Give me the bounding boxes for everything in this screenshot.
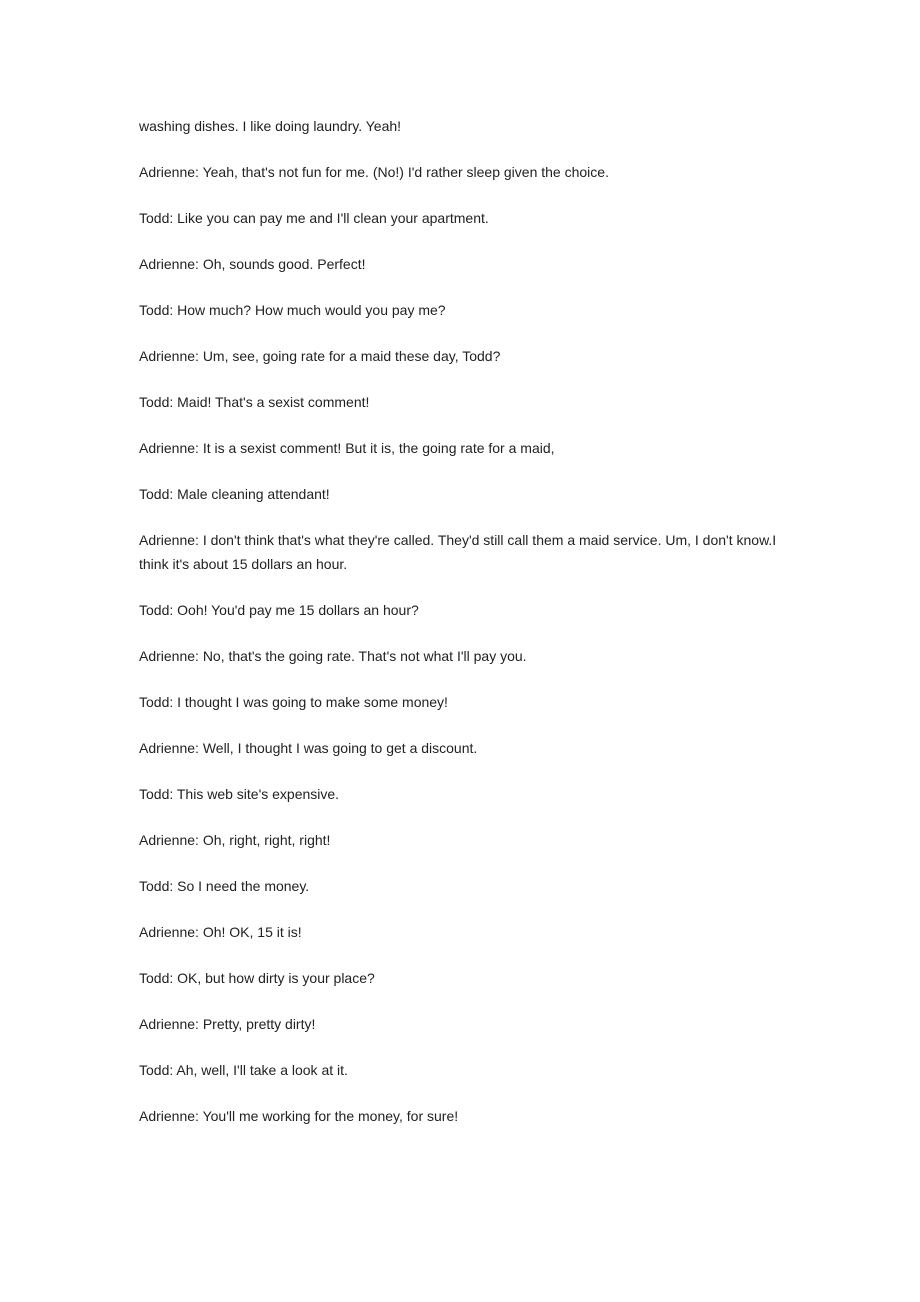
dialogue-line: washing dishes. I like doing laundry. Yeah!: [139, 118, 402, 134]
dialogue-line: Todd: Male cleaning attendant!: [139, 486, 330, 502]
dialogue-line: Adrienne: It is a sexist comment! But it is, the going rate for a maid,: [139, 440, 555, 456]
dialogue-line: Adrienne: No, that's the going rate. That's not what I'll pay you.: [139, 648, 527, 664]
dialogue-line: Todd: Maid! That's a sexist comment!: [139, 394, 370, 410]
dialogue-line: Todd: So I need the money.: [139, 878, 310, 894]
dialogue-line: Adrienne: Oh, right, right, right!: [139, 832, 331, 848]
dialogue-line: Adrienne: Pretty, pretty dirty!: [139, 1016, 316, 1032]
dialogue-line: Adrienne: I don't think that's what they're called. They'd still call them a maid service. Um, I don't know.I think it's about 15 dollars an hour.: [139, 532, 777, 572]
dialogue-line: Adrienne: Oh! OK, 15 it is!: [139, 924, 302, 940]
dialogue-line: Adrienne: Um, see, going rate for a maid these day, Todd?: [139, 348, 501, 364]
dialogue-line: Todd: OK, but how dirty is your place?: [139, 970, 375, 986]
dialogue-line: Adrienne: Yeah, that's not fun for me. (No!) I'd rather sleep given the choice.: [139, 164, 609, 180]
dialogue-line: Todd: I thought I was going to make some money!: [139, 694, 448, 710]
transcript-body: [139, 114, 789, 1150]
dialogue-line: Todd: This web site's expensive.: [139, 786, 340, 802]
dialogue-line: Adrienne: Well, I thought I was going to get a discount.: [139, 740, 478, 756]
dialogue-line: Adrienne: You'll me working for the money, for sure!: [139, 1108, 459, 1124]
dialogue-line: Adrienne: Oh, sounds good. Perfect!: [139, 256, 366, 272]
dialogue-line: Todd: How much? How much would you pay me?: [139, 302, 446, 318]
dialogue-line: Todd: Ah, well, I'll take a look at it.: [139, 1062, 348, 1078]
dialogue-line: Todd: Like you can pay me and I'll clean your apartment.: [139, 210, 489, 226]
dialogue-line: Todd: Ooh! You'd pay me 15 dollars an hour?: [139, 602, 419, 618]
